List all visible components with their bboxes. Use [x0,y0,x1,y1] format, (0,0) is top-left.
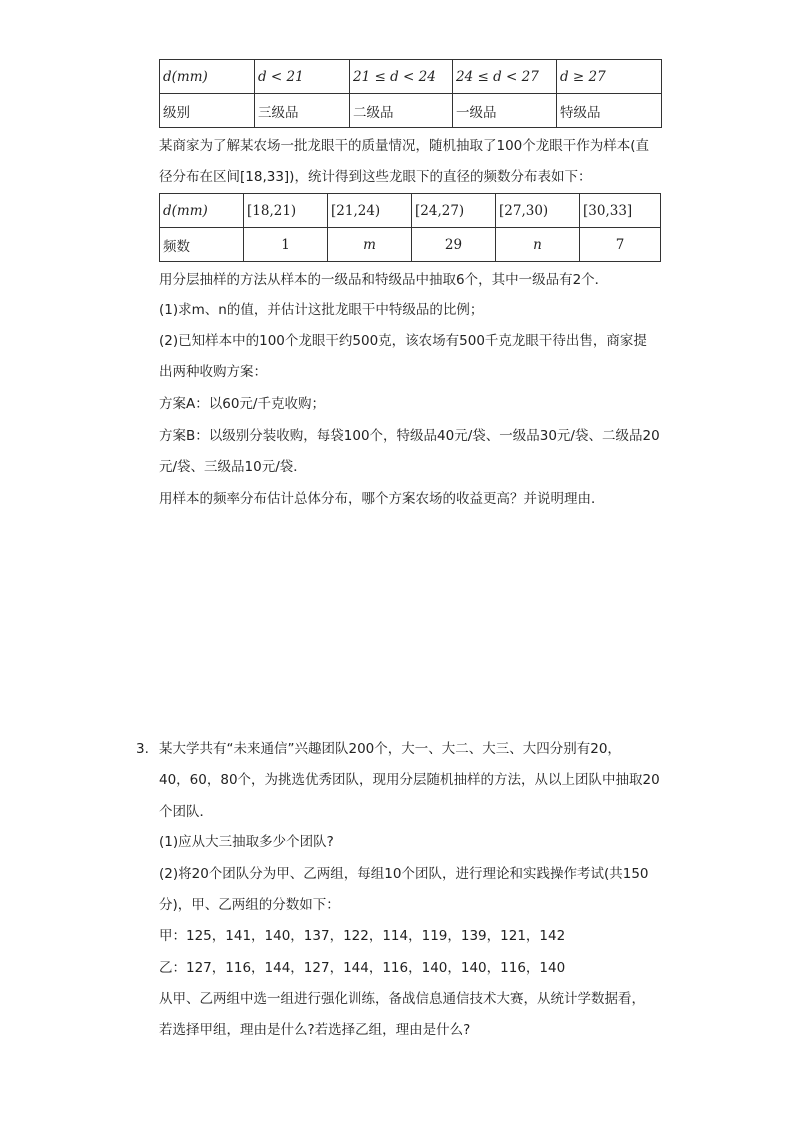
table-cell: [18,21) [244,194,328,228]
table-cell: d ≥ 27 [557,60,662,94]
table-cell: n [496,228,580,262]
q2-text-line: 用样本的频率分布估计总体分布，哪个方案农场的收益更高？并说明理由． [159,491,605,507]
frequency-table-row [160,228,661,262]
table-cell: 特级品 [557,94,662,128]
q2-part1: (1)求m、n的值，并估计这批龙眼干中特级品的比例； [159,302,484,318]
q2-text-line: 用分层抽样的方法从样本的一级品和特级品中抽取6个，其中一级品有2个． [159,272,609,288]
table-cell: 级别 [160,94,255,128]
table-cell: [30,33] [580,194,661,228]
table-cell: 1 [244,228,328,262]
q2-intro-line: 某商家为了解某农场一批龙眼干的质量情况，随机抽取了100个龙眼干作为样本(直 [159,138,650,154]
q3-text-line: 某大学共有“未来通信”兴趣团队200个，大一、大二、大三、大四分别有20， [159,741,621,757]
table-cell: 二级品 [350,94,453,128]
q2-intro-line: 径分布在区间[18,33])，统计得到这些龙眼下的直径的频数分布表如下： [159,169,592,185]
frequency-table-header-row [160,194,661,228]
table-cell: [24,27) [412,194,496,228]
table-cell: [27,30) [496,194,580,228]
grade-table-row [160,94,662,128]
table-cell: 三级品 [255,94,350,128]
q3-text-line: 若选择甲组，理由是什么?若选择乙组，理由是什么? [159,1022,471,1038]
q3-part2: (2)将20个团队分为甲、乙两组，每组10个团队，进行理论和实践操作考试(共150 [159,866,649,882]
grade-table [159,59,662,128]
table-cell: 24 ≤ d < 27 [453,60,557,94]
q3-text-line: 分)，甲、乙两组的分数如下： [159,897,340,913]
q3-scores-yi: 乙：127，116，144，127，144，116，140，140，116，140 [159,960,566,976]
q2-plan-a: 方案A：以60元/千克收购； [159,396,325,412]
q3-part1: (1)应从大三抽取多少个团队? [159,834,334,850]
table-cell: m [328,228,412,262]
q3-text-line: 个团队． [159,804,213,820]
q3-scores-jia: 甲：125，141，140，137，122，114，119，139，121，142 [159,928,566,944]
grade-table-header-row [160,60,662,94]
table-cell: 一级品 [453,94,557,128]
q3-number: 3. [136,741,149,757]
q2-text-line: 元/袋、三级品10元/袋． [159,459,307,475]
table-cell: 频数 [160,228,244,262]
q2-plan-b: 方案B：以级别分装收购，每袋100个，特级品40元/袋、一级品30元/袋、二级品20 [159,428,660,444]
table-cell: 21 ≤ d < 24 [350,60,453,94]
table-cell: d(mm) [160,60,255,94]
q2-part2: (2)已知样本中的100个龙眼干约500克，该农场有500千克龙眼干待出售，商家提 [159,333,647,349]
table-cell: d(mm) [160,194,244,228]
q3-text-line: 40，60，80个，为挑选优秀团队，现用分层随机抽样的方法，从以上团队中抽取20 [159,772,660,788]
frequency-table [159,193,661,262]
table-cell: 7 [580,228,661,262]
table-cell: d < 21 [255,60,350,94]
q3-text-line: 从甲、乙两组中选一组进行强化训练，备战信息通信技术大赛，从统计学数据看， [159,991,645,1007]
q2-text-line: 出两种收购方案： [159,364,267,380]
table-cell: 29 [412,228,496,262]
table-cell: [21,24) [328,194,412,228]
